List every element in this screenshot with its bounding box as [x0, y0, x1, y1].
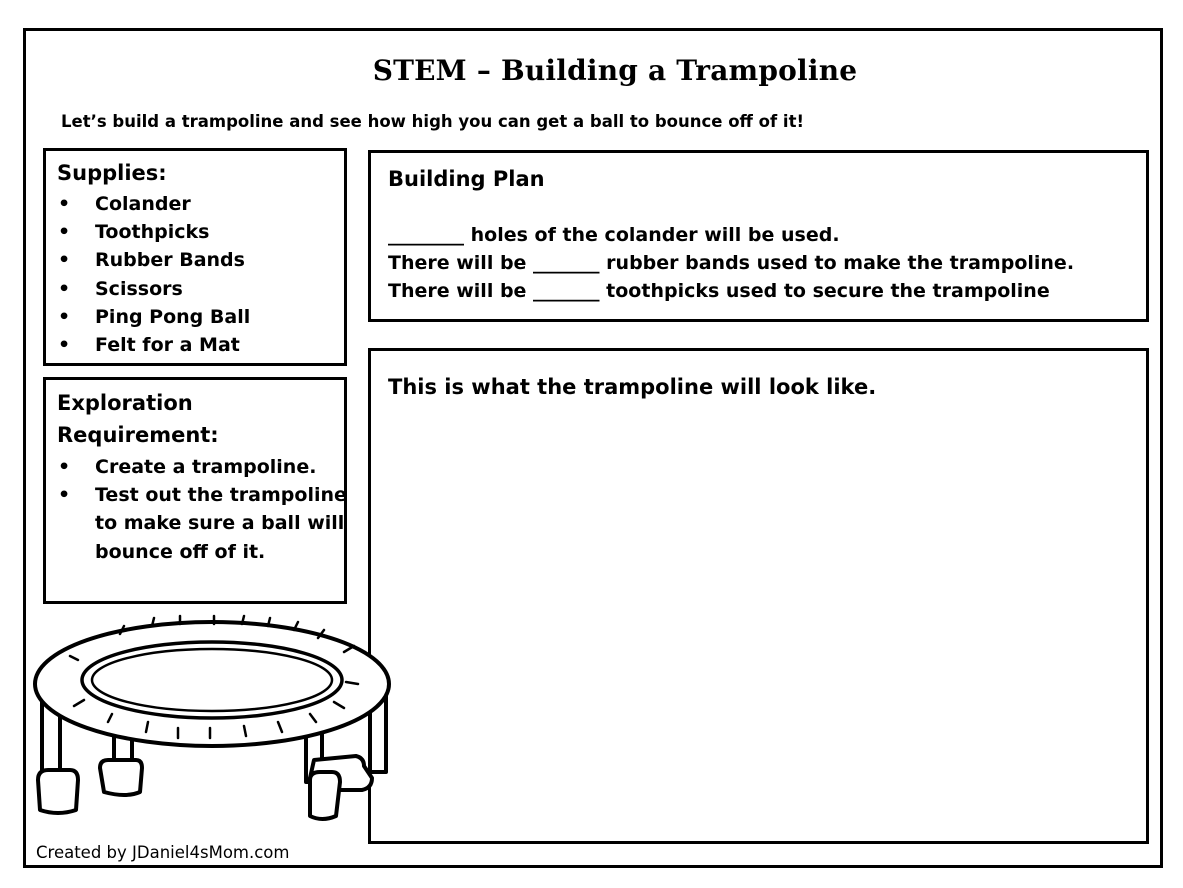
- page-subtitle: Let’s build a trampoline and see how high you can get a ball to bounce off of it!: [61, 112, 804, 131]
- bullet-icon: •: [58, 334, 71, 357]
- bullet-icon: •: [58, 277, 71, 300]
- list-item: [46, 246, 250, 274]
- list-item: [46, 331, 250, 359]
- supplies-heading: Supplies:: [57, 161, 167, 185]
- supply-label: Rubber Bands: [95, 249, 245, 272]
- building-plan-box: [368, 150, 1149, 322]
- requirement-label: to make sure a ball will: [95, 512, 345, 535]
- list-item: [46, 538, 347, 566]
- supply-label: Ping Pong Ball: [95, 305, 251, 328]
- exploration-heading: Exploration: [57, 391, 193, 415]
- supply-label: Scissors: [95, 277, 183, 300]
- footer-credit: Created by JDaniel4sMom.com: [36, 843, 290, 862]
- list-item: [46, 303, 250, 331]
- plan-line: There will be _______ rubber bands used to make the trampoline.: [388, 252, 1075, 274]
- bullet-icon: •: [58, 221, 71, 244]
- list-item: [46, 481, 347, 509]
- bullet-icon: •: [58, 193, 71, 215]
- exploration-list: [46, 453, 347, 566]
- list-item: [46, 509, 347, 537]
- supply-label: Felt for a Mat: [95, 334, 240, 357]
- exploration-heading-line2: Requirement:: [57, 423, 219, 447]
- bullet-icon: •: [58, 484, 71, 507]
- plan-line: ________ holes of the colander will be used.: [388, 224, 840, 246]
- page-title: STEM – Building a Trampoline: [372, 54, 858, 87]
- trampoline-icon: [28, 610, 398, 825]
- bullet-icon: •: [58, 305, 71, 328]
- supply-label: Toothpicks: [95, 221, 210, 244]
- drawing-area-box: [368, 348, 1149, 844]
- list-item: [46, 218, 250, 246]
- building-plan-heading: Building Plan: [388, 167, 545, 191]
- bullet-icon: •: [58, 456, 71, 478]
- requirement-label: Create a trampoline.: [95, 456, 317, 478]
- requirement-label: Test out the trampoline: [95, 484, 347, 507]
- list-item: [46, 275, 250, 303]
- supplies-list: [46, 190, 250, 359]
- exploration-box: [43, 377, 347, 604]
- list-item: [46, 190, 250, 218]
- bullet-icon: •: [58, 249, 71, 272]
- supply-label: Colander: [95, 193, 191, 215]
- supplies-box: [43, 148, 347, 366]
- building-plan-lines: [388, 221, 1074, 305]
- requirement-label: bounce off of it.: [95, 540, 266, 563]
- plan-line: There will be _______ toothpicks used to secure the trampoline: [388, 280, 1050, 302]
- list-item: [46, 453, 347, 481]
- drawing-area-heading: This is what the trampoline will look like.: [388, 375, 877, 399]
